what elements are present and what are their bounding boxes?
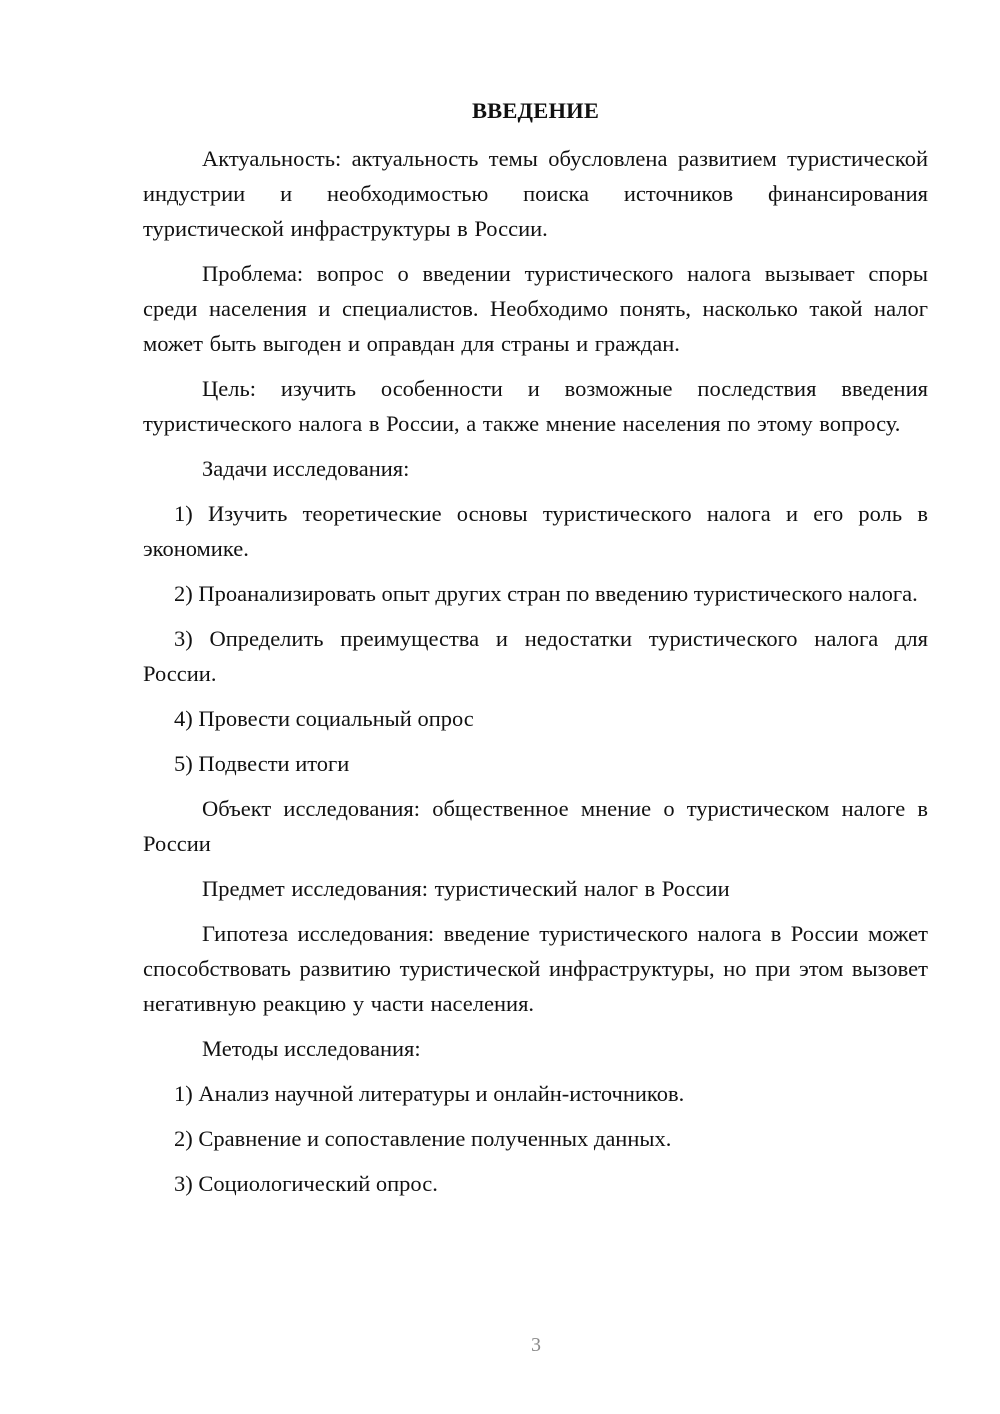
section-title: ВВЕДЕНИЕ: [471, 98, 600, 123]
task-item: 3) Определить преимущества и недостатки туристического налога для России.: [143, 626, 928, 686]
hypothesis-paragraph: Гипотеза исследования: введение туристического налога в России может способствовать развитию туристической инфраструктуры, но при этом вызовет негативную реакцию у части населения.: [143, 921, 928, 1016]
task-item: 1) Изучить теоретические основы туристического налога и его роль в экономике.: [143, 501, 928, 561]
goal-paragraph: Цель: изучить особенности и возможные последствия введения туристического налога в России, а также мнение населения по этому вопросу.: [143, 376, 928, 436]
subject-paragraph: Предмет исследования: туристический налог в России: [202, 876, 730, 901]
methods-heading: Методы исследования:: [202, 1036, 421, 1061]
task-item: 4) Провести социальный опрос: [174, 706, 474, 731]
task-item: 2) Проанализировать опыт других стран по введению туристического налога.: [174, 581, 918, 606]
method-item: 1) Анализ научной литературы и онлайн-источников.: [174, 1081, 685, 1106]
task-item: 5) Подвести итоги: [174, 751, 350, 776]
relevance-paragraph: Актуальность: актуальность темы обусловлена развитием туристической индустрии и необходимостью поиска источников финансирования туристической инфраструктуры в России.: [143, 146, 928, 241]
method-item: 3) Социологический опрос.: [174, 1171, 438, 1196]
object-paragraph: Объект исследования: общественное мнение о туристическом налоге в России: [143, 796, 928, 856]
tasks-heading: Задачи исследования:: [202, 456, 410, 481]
document-page: [143, 95, 928, 1211]
problem-paragraph: Проблема: вопрос о введении туристического налога вызывает споры среди населения и специалистов. Необходимо понять, насколько такой налог может быть выгоден и оправдан для страны и граждан.: [143, 261, 928, 356]
method-item: 2) Сравнение и сопоставление полученных данных.: [174, 1126, 672, 1151]
page-number: 3: [531, 1334, 541, 1356]
